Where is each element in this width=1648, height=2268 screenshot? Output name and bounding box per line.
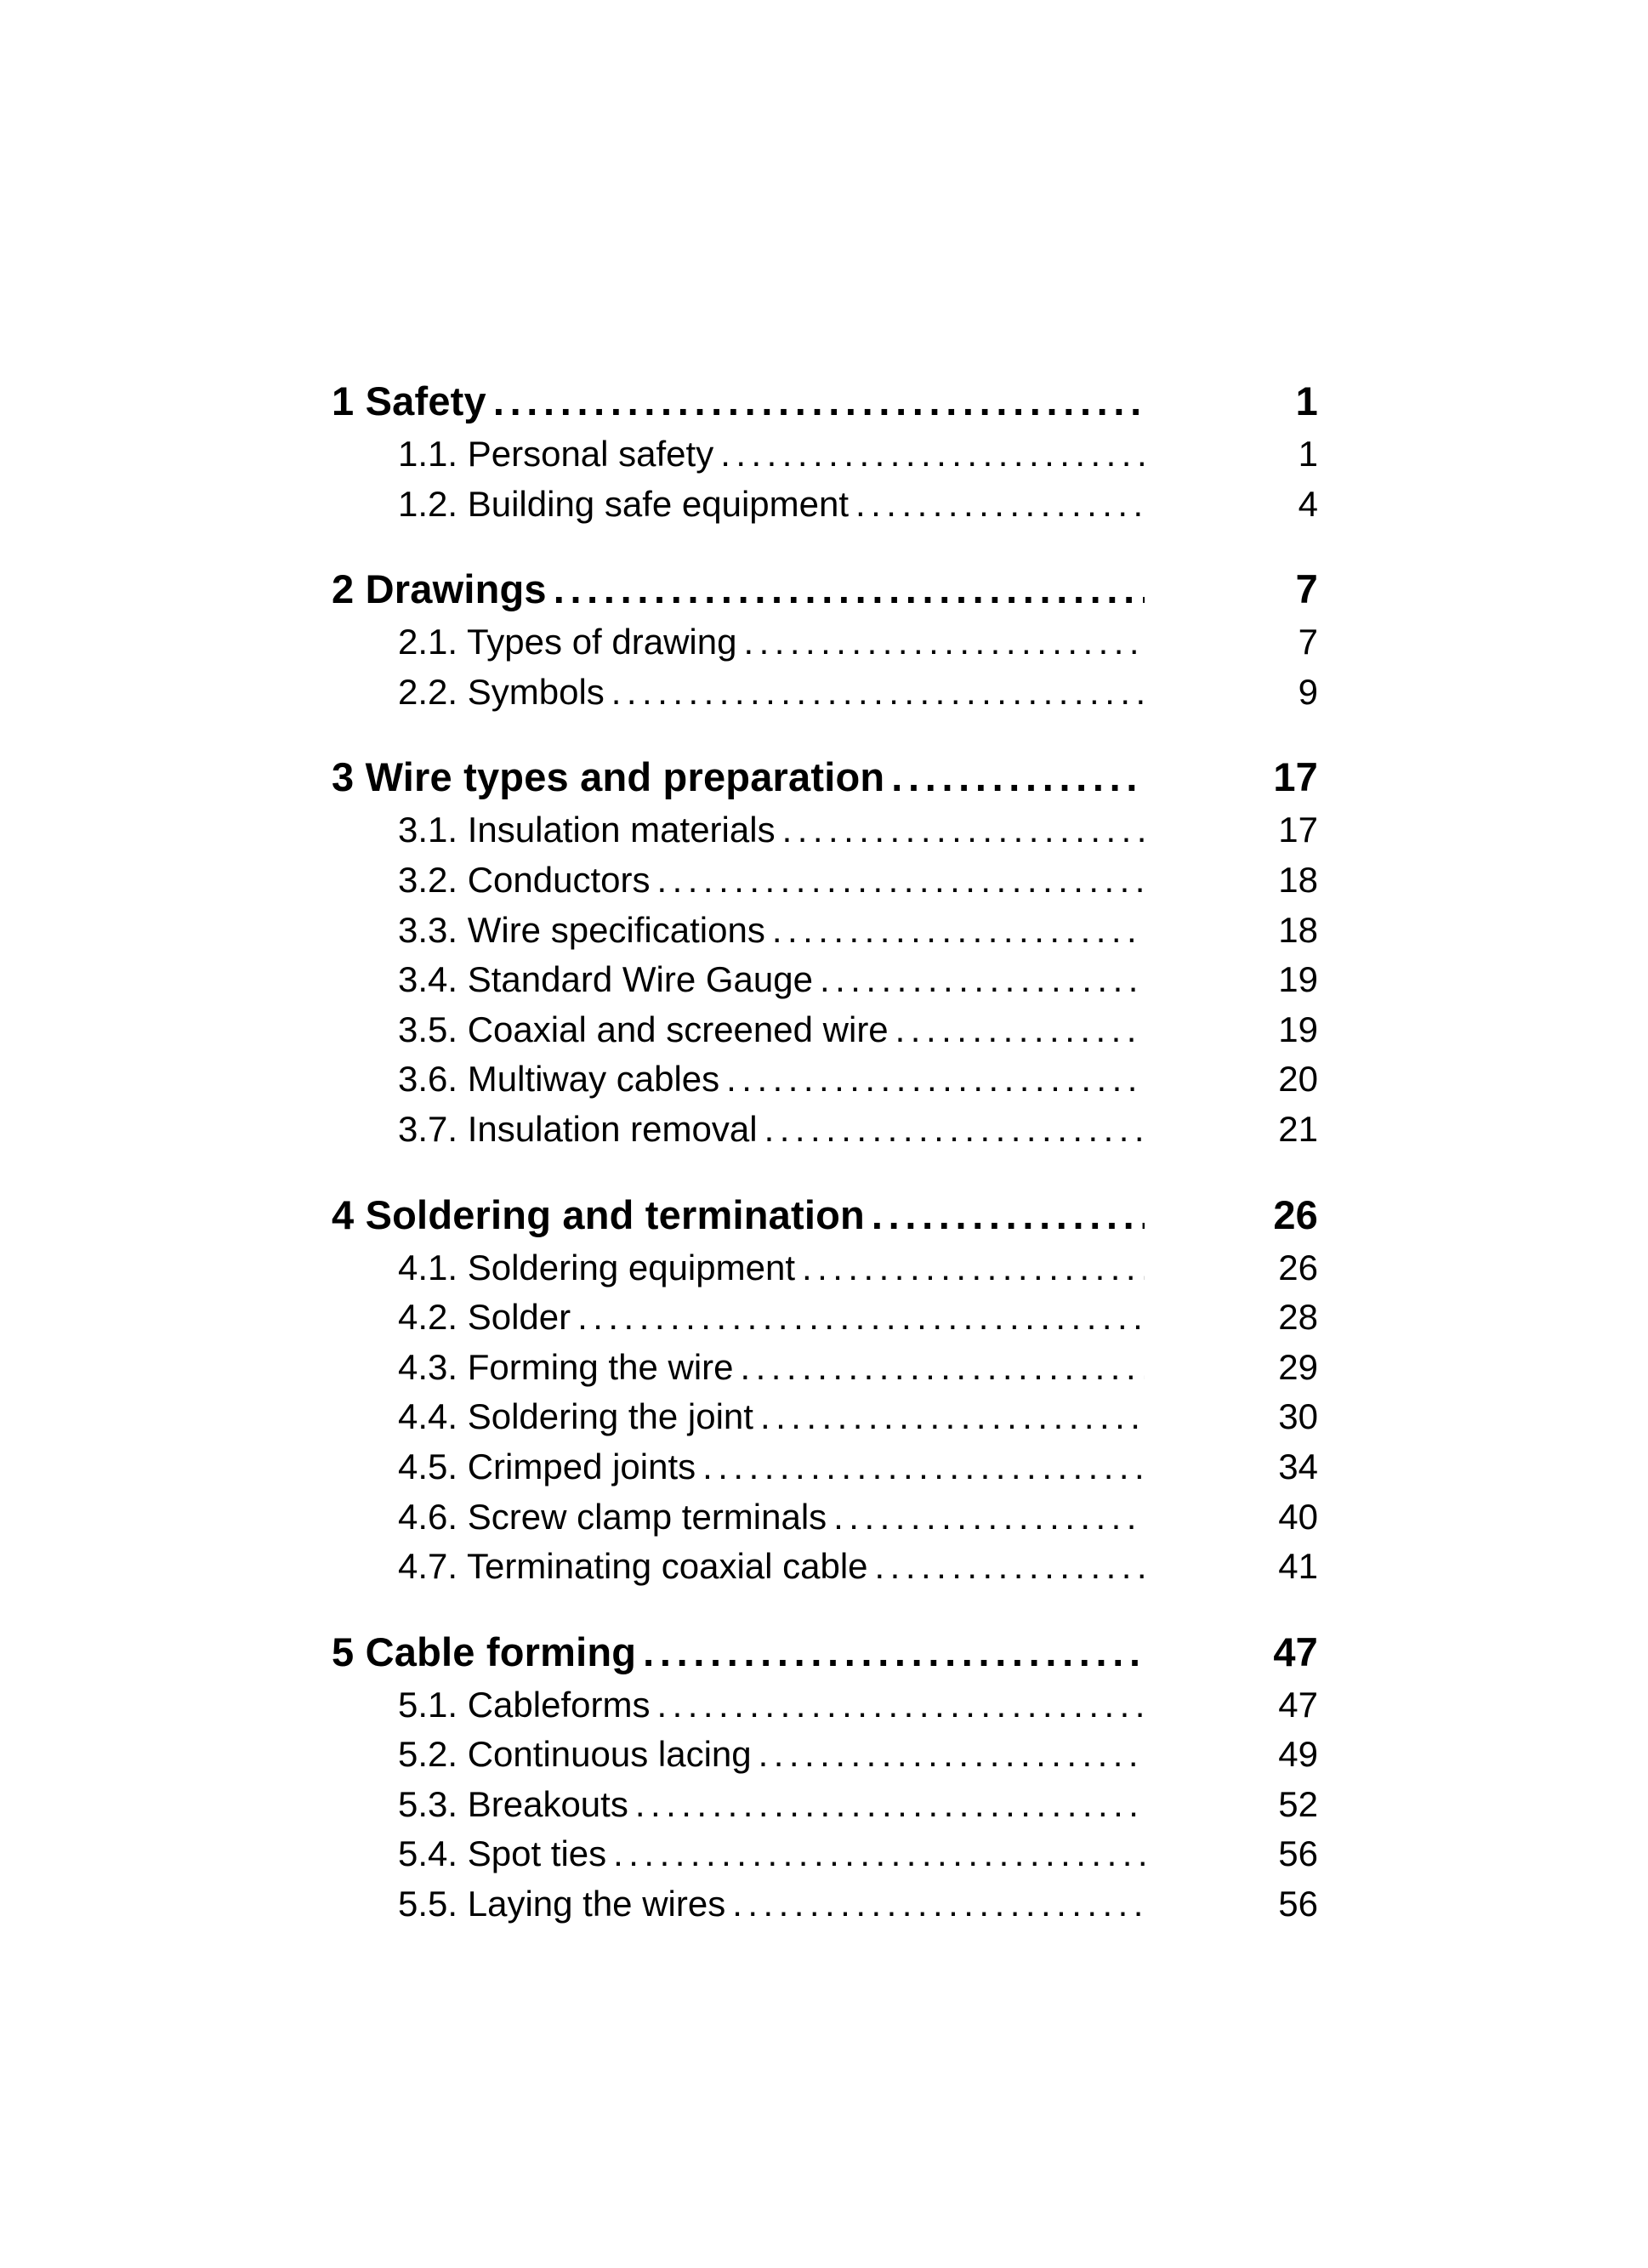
section-title: 4.6. Screw clamp terminals (398, 1496, 827, 1537)
section-entry[interactable] (332, 1396, 1318, 1447)
dot-leader (635, 1784, 1145, 1825)
chapter-title: 3 Wire types and preparation (332, 754, 885, 800)
section-page-number: 9 (1298, 671, 1318, 712)
dot-leader (741, 1347, 1145, 1388)
dot-leader (656, 1685, 1145, 1725)
section-title: 3.6. Multiway cables (398, 1059, 720, 1100)
section-page-number: 19 (1278, 959, 1318, 1000)
dot-leader (872, 1191, 1145, 1238)
toc-chapter (332, 378, 1318, 533)
chapter-title: 5 Cable forming (332, 1629, 637, 1674)
table-of-contents (332, 378, 1318, 1966)
dot-leader (613, 1833, 1145, 1874)
section-title: 5.2. Continuous lacing (398, 1734, 752, 1775)
section-page-number: 7 (1298, 622, 1318, 662)
dot-leader (577, 1297, 1145, 1338)
toc-chapter (332, 566, 1318, 721)
section-entry[interactable] (332, 1497, 1318, 1547)
section-title: 5.5. Laying the wires (398, 1884, 726, 1924)
section-entry[interactable] (332, 1059, 1318, 1109)
dot-leader (875, 1546, 1145, 1587)
section-entry[interactable] (332, 1347, 1318, 1397)
dot-leader (611, 672, 1145, 713)
section-title: 4.4. Soldering the joint (398, 1396, 753, 1437)
section-title: 2.2. Symbols (398, 671, 605, 712)
section-entry[interactable] (332, 1009, 1318, 1060)
dot-leader (493, 378, 1145, 424)
section-page-number: 34 (1278, 1446, 1318, 1486)
section-title: 1.1. Personal safety (398, 434, 714, 474)
section-entry[interactable] (332, 910, 1318, 960)
chapter-entry[interactable] (332, 1629, 1318, 1685)
dot-leader (726, 1059, 1145, 1100)
section-page-number: 41 (1278, 1546, 1318, 1587)
chapter-entry[interactable] (332, 1191, 1318, 1248)
section-title: 4.5. Crimped joints (398, 1446, 696, 1486)
section-page-number: 56 (1278, 1833, 1318, 1874)
chapter-entry[interactable] (332, 378, 1318, 434)
section-page-number: 49 (1278, 1734, 1318, 1775)
dot-leader (895, 1009, 1145, 1050)
section-entry[interactable] (332, 1297, 1318, 1347)
section-title: 5.1. Cableforms (398, 1684, 651, 1725)
chapter-title: 4 Soldering and termination (332, 1191, 865, 1237)
section-title: 4.7. Terminating coaxial cable (398, 1546, 868, 1587)
dot-leader (782, 810, 1145, 850)
section-title: 3.2. Conductors (398, 859, 651, 900)
dot-leader (702, 1447, 1145, 1487)
section-title: 2.1. Types of drawing (398, 622, 737, 662)
dot-leader (554, 566, 1145, 612)
section-page-number: 26 (1278, 1247, 1318, 1287)
section-page-number: 28 (1278, 1297, 1318, 1338)
section-entry[interactable] (332, 622, 1318, 672)
section-page-number: 30 (1278, 1396, 1318, 1437)
section-page-number: 4 (1298, 483, 1318, 524)
chapter-title: 2 Drawings (332, 566, 547, 612)
section-title: 3.1. Insulation materials (398, 810, 776, 850)
section-entry[interactable] (332, 1546, 1318, 1596)
section-title: 4.2. Solder (398, 1297, 571, 1338)
section-title: 3.3. Wire specifications (398, 909, 765, 950)
section-entry[interactable] (332, 1784, 1318, 1834)
chapter-page-number: 26 (1273, 1191, 1318, 1237)
section-title: 3.5. Coaxial and screened wire (398, 1009, 889, 1049)
section-page-number: 56 (1278, 1884, 1318, 1924)
dot-leader (833, 1497, 1145, 1538)
section-entry[interactable] (332, 434, 1318, 484)
section-entry[interactable] (332, 1685, 1318, 1735)
section-page-number: 20 (1278, 1059, 1318, 1100)
section-entry[interactable] (332, 1833, 1318, 1884)
dot-leader (759, 1734, 1145, 1775)
dot-leader (772, 910, 1145, 951)
section-title: 4.3. Forming the wire (398, 1346, 734, 1387)
dot-leader (732, 1884, 1145, 1924)
chapter-page-number: 1 (1295, 378, 1318, 423)
section-page-number: 18 (1278, 859, 1318, 900)
section-entry[interactable] (332, 1734, 1318, 1784)
section-page-number: 1 (1298, 434, 1318, 474)
dot-leader (720, 434, 1145, 475)
dot-leader (891, 753, 1145, 800)
section-page-number: 29 (1278, 1346, 1318, 1387)
dot-leader (802, 1248, 1145, 1288)
chapter-entry[interactable] (332, 753, 1318, 810)
section-page-number: 21 (1278, 1108, 1318, 1149)
chapter-page-number: 17 (1273, 754, 1318, 800)
section-entry[interactable] (332, 1248, 1318, 1298)
dot-leader (764, 1109, 1145, 1150)
toc-chapter (332, 1191, 1318, 1596)
section-entry[interactable] (332, 810, 1318, 860)
section-page-number: 52 (1278, 1783, 1318, 1824)
section-entry[interactable] (332, 959, 1318, 1009)
toc-chapter (332, 753, 1318, 1158)
chapter-title: 1 Safety (332, 378, 486, 423)
dot-leader (855, 484, 1145, 525)
section-page-number: 40 (1278, 1496, 1318, 1537)
section-title: 5.4. Spot ties (398, 1833, 607, 1874)
section-title: 4.1. Soldering equipment (398, 1247, 795, 1287)
section-page-number: 47 (1278, 1684, 1318, 1725)
dot-leader (643, 1629, 1145, 1675)
section-page-number: 19 (1278, 1009, 1318, 1049)
section-title: 3.7. Insulation removal (398, 1108, 758, 1149)
section-title: 3.4. Standard Wire Gauge (398, 959, 813, 1000)
section-entry[interactable] (332, 1447, 1318, 1497)
section-page-number: 18 (1278, 909, 1318, 950)
section-entry[interactable] (332, 484, 1318, 534)
dot-leader (743, 622, 1145, 662)
toc-chapter (332, 1629, 1318, 1934)
chapter-page-number: 7 (1295, 566, 1318, 612)
section-entry[interactable] (332, 672, 1318, 722)
section-entry[interactable] (332, 1884, 1318, 1934)
section-page-number: 17 (1278, 810, 1318, 850)
dot-leader (657, 860, 1145, 901)
chapter-page-number: 47 (1273, 1629, 1318, 1674)
section-entry[interactable] (332, 860, 1318, 910)
dot-leader (760, 1396, 1145, 1437)
section-title: 5.3. Breakouts (398, 1783, 628, 1824)
section-entry[interactable] (332, 1109, 1318, 1159)
dot-leader (820, 959, 1145, 1000)
section-title: 1.2. Building safe equipment (398, 483, 850, 524)
chapter-entry[interactable] (332, 566, 1318, 622)
